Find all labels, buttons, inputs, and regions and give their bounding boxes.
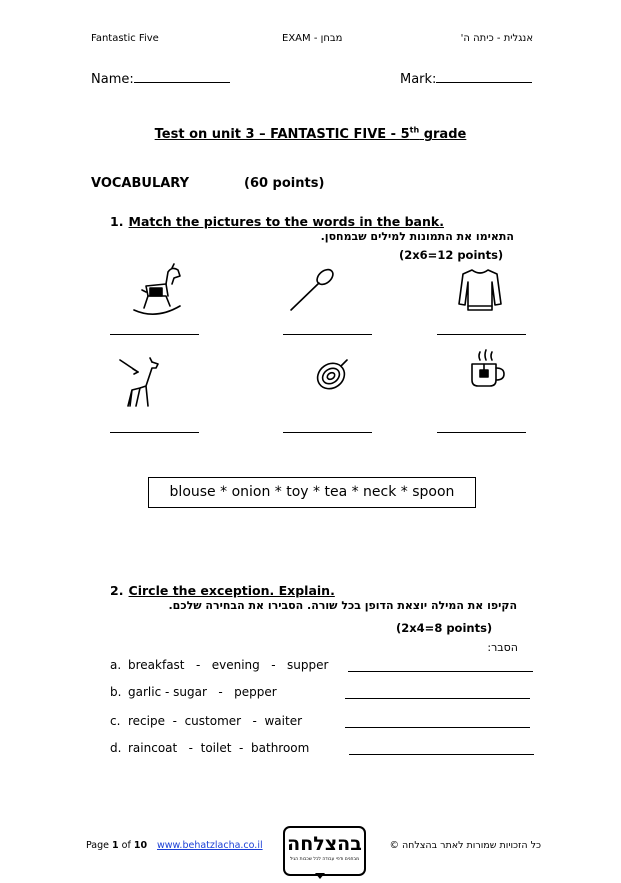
explain-line-d[interactable]	[349, 754, 534, 755]
answer-line-5[interactable]	[283, 432, 372, 433]
onion-icon	[313, 356, 353, 400]
page-total: 10	[133, 840, 148, 851]
list-item-a	[110, 658, 328, 672]
item-label: c.	[110, 714, 121, 728]
item-text[interactable]: breakfast - evening - supper	[128, 658, 329, 672]
header-right: אנגלית - כיתה ה'	[460, 33, 533, 44]
giraffe-neck-icon	[118, 356, 168, 414]
title-sup: th	[409, 126, 420, 135]
section-title: VOCABULARY	[91, 176, 190, 191]
q2-heading	[110, 580, 335, 599]
answer-line-2[interactable]	[283, 334, 372, 335]
page-title	[0, 126, 621, 142]
list-item-b	[110, 685, 277, 699]
list-item-c	[110, 714, 302, 728]
page-num: 1	[112, 840, 119, 851]
header-left: Fantastic Five	[91, 33, 159, 44]
shirt-icon	[455, 264, 505, 318]
name-field[interactable]	[91, 72, 230, 87]
rights-text: כל הזכויות שמורות לאתר בהצלחה ©	[389, 840, 541, 851]
section-points: (60 points)	[244, 176, 325, 191]
page-number	[86, 840, 147, 851]
list-item-d	[110, 741, 309, 755]
item-text[interactable]: raincoat - toilet - bathroom	[128, 741, 310, 755]
q2-points: (2x4=8 points)	[396, 621, 493, 635]
mark-label: Mark:	[400, 72, 437, 87]
q1-points: (2x6=12 points)	[399, 248, 504, 262]
name-line	[134, 82, 230, 83]
name-label: Name:	[91, 72, 134, 87]
logo	[283, 826, 366, 876]
item-label: b.	[110, 685, 122, 699]
explain-label: הסבר:	[487, 641, 518, 654]
item-label: d.	[110, 741, 122, 755]
logo-sub: מבחנים ודפי עבודה לכל שכבות הגיל	[289, 857, 360, 862]
logo-text: בהצלחה	[287, 833, 362, 855]
explain-line-b[interactable]	[345, 698, 530, 699]
mark-field[interactable]	[400, 72, 532, 87]
item-label: a.	[110, 658, 122, 672]
header-center: EXAM - מבחן	[282, 33, 343, 44]
title-suffix: grade	[419, 127, 467, 143]
site-link[interactable]: www.behatzlacha.co.il	[157, 840, 263, 851]
answer-line-4[interactable]	[110, 432, 199, 433]
q2-number: 2.	[110, 583, 124, 598]
page-prefix: Page	[86, 840, 113, 851]
tea-cup-icon	[466, 348, 510, 394]
mark-line	[436, 82, 532, 83]
spoon-icon	[285, 265, 340, 319]
answer-line-1[interactable]	[110, 334, 199, 335]
logo-tail	[315, 873, 325, 879]
q1-text: Match the pictures to the words in the bank.	[128, 214, 444, 229]
q1-number: 1.	[110, 214, 124, 229]
explain-line-a[interactable]	[348, 671, 533, 672]
q2-text: Circle the exception. Explain.	[128, 583, 335, 598]
explain-line-c[interactable]	[345, 727, 530, 728]
q1-hebrew: התאימו את התמונות למילים שבמחסן.	[320, 230, 514, 243]
title-text: Test on unit 3 – FANTASTIC FIVE - 5	[154, 127, 410, 143]
word-bank: blouse * onion * toy * tea * neck * spoon	[148, 477, 476, 508]
answer-line-6[interactable]	[437, 432, 526, 433]
q1-heading	[110, 211, 444, 230]
item-text[interactable]: garlic - sugar - pepper	[128, 685, 277, 699]
q2-hebrew: הקיפו את המילה יוצאת הדופן בכל שורה. הסבירו את הבחירה שלכם.	[168, 599, 517, 612]
answer-line-3[interactable]	[437, 334, 526, 335]
item-text[interactable]: recipe - customer - waiter	[128, 714, 303, 728]
rocking-horse-icon	[126, 262, 186, 320]
page-of: of	[118, 840, 134, 851]
